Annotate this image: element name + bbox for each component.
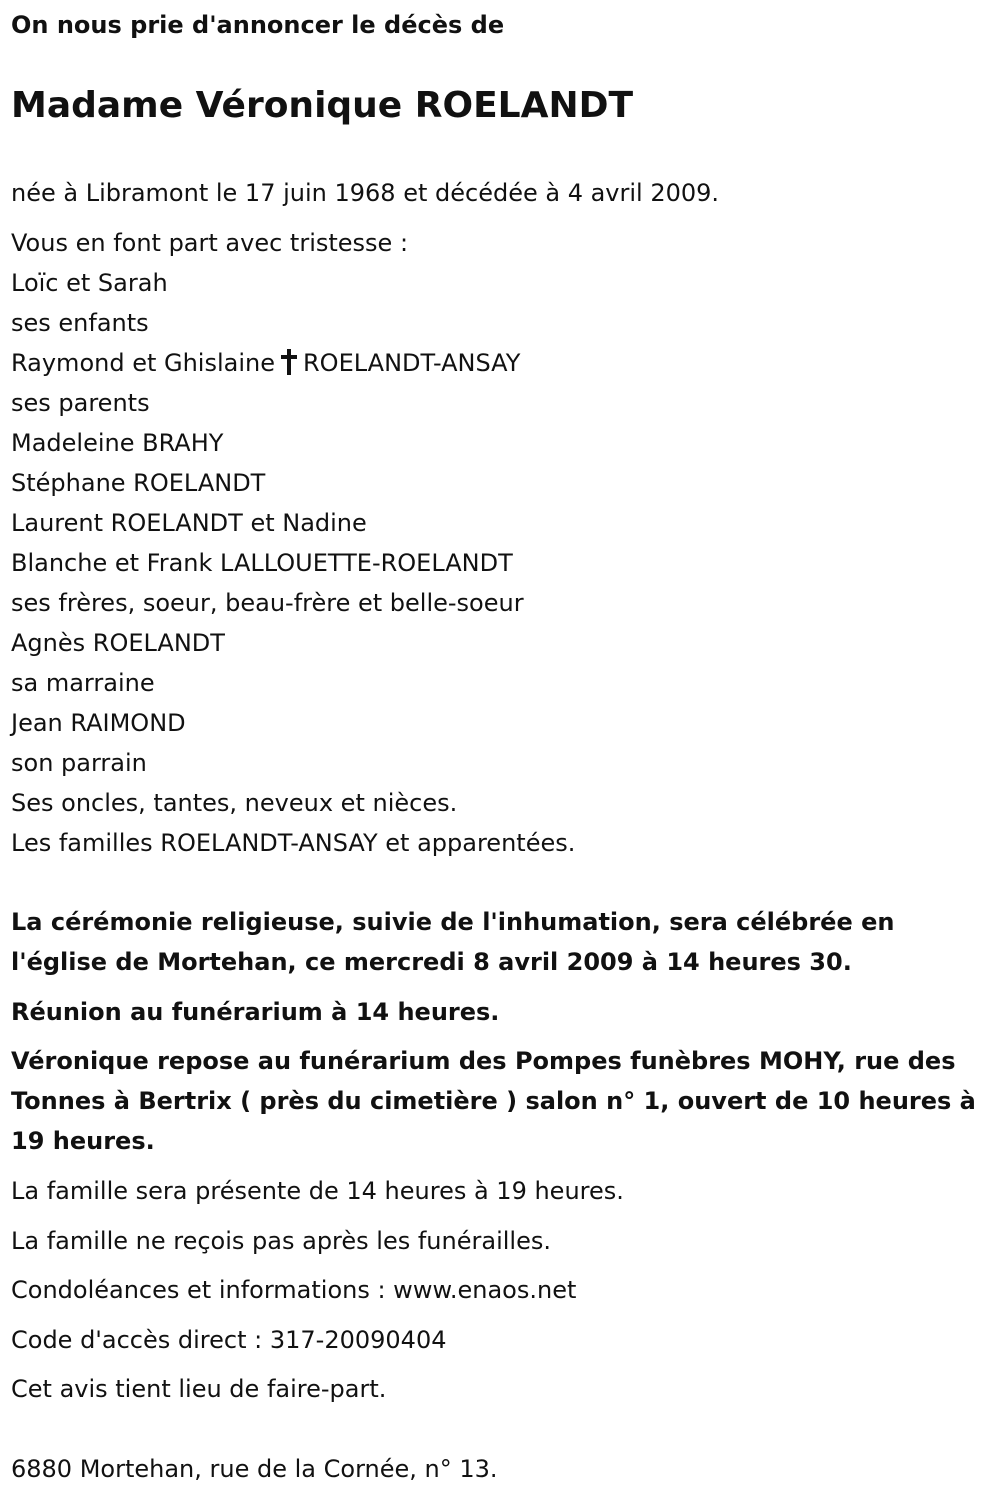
parents-line: [11, 346, 575, 386]
address-line: 6880 Mortehan, rue de la Cornée, n° 13.: [11, 1455, 498, 1483]
godfather-role: son parrain: [11, 749, 147, 777]
siblings-role: ses frères, soeur, beau-frère et belle-soeur: [11, 589, 524, 617]
families-line: Les familles ROELANDT-ANSAY et apparentées.: [11, 829, 576, 857]
parents-surname: ROELANDT-ANSAY: [303, 349, 521, 377]
notice-statement: Cet avis tient lieu de faire-part.: [11, 1375, 387, 1403]
godmother-name: Agnès ROELANDT: [11, 629, 225, 657]
sibling-name: Blanche et Frank LALLOUETTE-ROELANDT: [11, 549, 513, 577]
parents-role: ses parents: [11, 389, 150, 417]
family-header: Vous en font part avec tristesse :: [11, 229, 409, 257]
children-names: Loïc et Sarah: [11, 269, 168, 297]
parents-first-names: Raymond et Ghislaine: [11, 349, 275, 377]
godfather-name: Jean RAIMOND: [11, 709, 186, 737]
meeting-details: Réunion au funérarium à 14 heures.: [11, 998, 500, 1026]
birth-death-line: née à Libramont le 17 juin 1968 et décédée à 4 avril 2009.: [11, 179, 720, 207]
relatives-line: Ses oncles, tantes, neveux et nièces.: [11, 789, 458, 817]
deceased-name: Madame Véronique ROELANDT: [11, 85, 634, 126]
family-presence: La famille sera présente de 14 heures à 19 heures.: [11, 1177, 624, 1205]
cross-icon: [281, 349, 297, 375]
announcement-intro: On nous prie d'annoncer le décès de: [11, 11, 505, 39]
children-role: ses enfants: [11, 309, 149, 337]
no-reception-note: La famille ne reçois pas après les funérailles.: [11, 1227, 551, 1255]
ceremony-details: La cérémonie religieuse, suivie de l'inhumation, sera célébrée en l'église de Mortehan, ce mercredi 8 avril 2009 à 14 heures 30.: [11, 908, 895, 976]
access-code: Code d'accès direct : 317-20090404: [11, 1326, 447, 1354]
sibling-name: Laurent ROELANDT et Nadine: [11, 509, 367, 537]
viewing-details: Véronique repose au funérarium des Pompes funèbres MOHY, rue des Tonnes à Bertrix ( près du cimetière ) salon n° 1, ouvert de 10 heures à 19 heures.: [11, 1047, 976, 1155]
family-list: [11, 226, 575, 866]
condolences-info: Condoléances et informations : www.enaos.net: [11, 1276, 577, 1304]
sibling-name: Stéphane ROELANDT: [11, 469, 266, 497]
sibling-name: Madeleine BRAHY: [11, 429, 224, 457]
godmother-role: sa marraine: [11, 669, 155, 697]
